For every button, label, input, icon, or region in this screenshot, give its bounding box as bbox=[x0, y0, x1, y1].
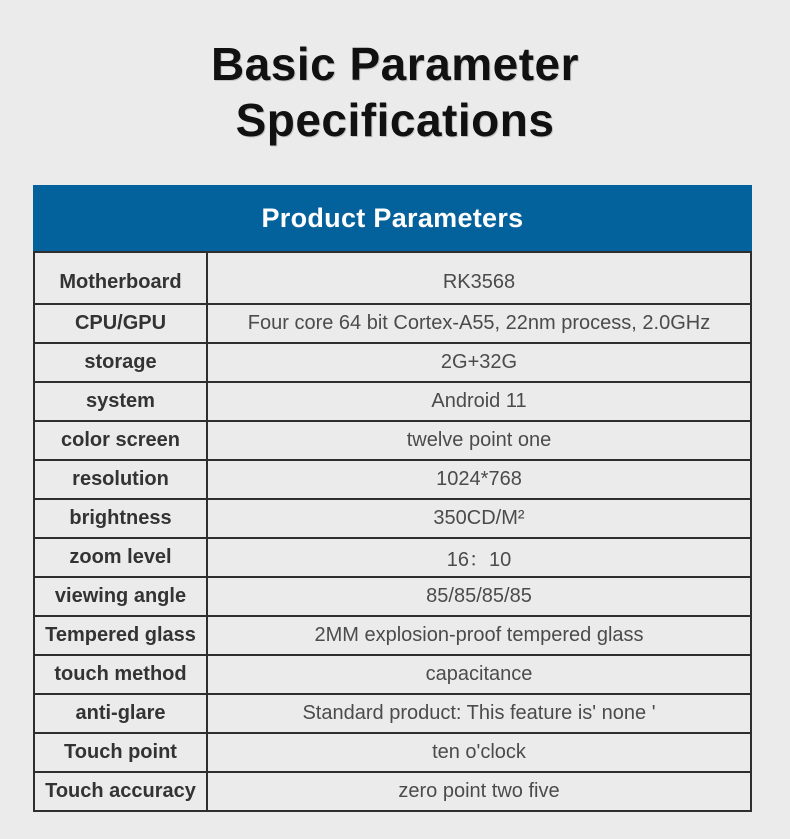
spec-label: system bbox=[34, 382, 207, 421]
spec-value: RK3568 bbox=[207, 252, 751, 304]
table-row bbox=[34, 421, 751, 460]
spec-value: twelve point one bbox=[207, 421, 751, 460]
page-title-line-1: Basic Parameter bbox=[210, 38, 580, 90]
spec-value: 1024*768 bbox=[207, 460, 751, 499]
table-row bbox=[34, 772, 751, 811]
panel-header-label: Product Parameters bbox=[261, 202, 524, 233]
spec-label: storage bbox=[34, 343, 207, 382]
spec-label: anti-glare bbox=[34, 694, 207, 733]
spec-label: Touch point bbox=[34, 733, 207, 772]
table-row bbox=[34, 382, 751, 421]
spec-label: Tempered glass bbox=[34, 616, 207, 655]
table-row bbox=[34, 304, 751, 343]
spec-label: viewing angle bbox=[34, 577, 207, 616]
panel-header bbox=[33, 185, 752, 251]
spec-value: zero point two five bbox=[207, 772, 751, 811]
spec-label: zoom level bbox=[34, 538, 207, 577]
spec-value: Four core 64 bit Cortex-A55, 22nm process, 2.0GHz bbox=[207, 304, 751, 343]
spec-label: color screen bbox=[34, 421, 207, 460]
spec-label: CPU/GPU bbox=[34, 304, 207, 343]
page-title bbox=[0, 36, 790, 148]
spec-value: 16：10 bbox=[207, 538, 751, 577]
table-row bbox=[34, 499, 751, 538]
spec-value: 2G+32G bbox=[207, 343, 751, 382]
spec-value: Android 11 bbox=[207, 382, 751, 421]
page-title-line-2: Specifications bbox=[235, 94, 555, 146]
spec-label: touch method bbox=[34, 655, 207, 694]
spec-label: brightness bbox=[34, 499, 207, 538]
spec-value: capacitance bbox=[207, 655, 751, 694]
table-row bbox=[34, 655, 751, 694]
spec-value: 350CD/M² bbox=[207, 499, 751, 538]
table-row bbox=[34, 694, 751, 733]
table-row bbox=[34, 577, 751, 616]
table-row bbox=[34, 616, 751, 655]
product-parameters-panel bbox=[33, 185, 752, 812]
spec-label: Motherboard bbox=[34, 252, 207, 304]
table-row bbox=[34, 538, 751, 577]
table-row bbox=[34, 460, 751, 499]
table-row bbox=[34, 343, 751, 382]
spec-label: Touch accuracy bbox=[34, 772, 207, 811]
spec-value: 85/85/85/85 bbox=[207, 577, 751, 616]
table-row bbox=[34, 252, 751, 304]
spec-label: resolution bbox=[34, 460, 207, 499]
spec-value: ten o'clock bbox=[207, 733, 751, 772]
spec-table bbox=[33, 251, 752, 812]
spec-value: 2MM explosion-proof tempered glass bbox=[207, 616, 751, 655]
spec-value: Standard product: This feature is' none ' bbox=[207, 694, 751, 733]
table-row bbox=[34, 733, 751, 772]
